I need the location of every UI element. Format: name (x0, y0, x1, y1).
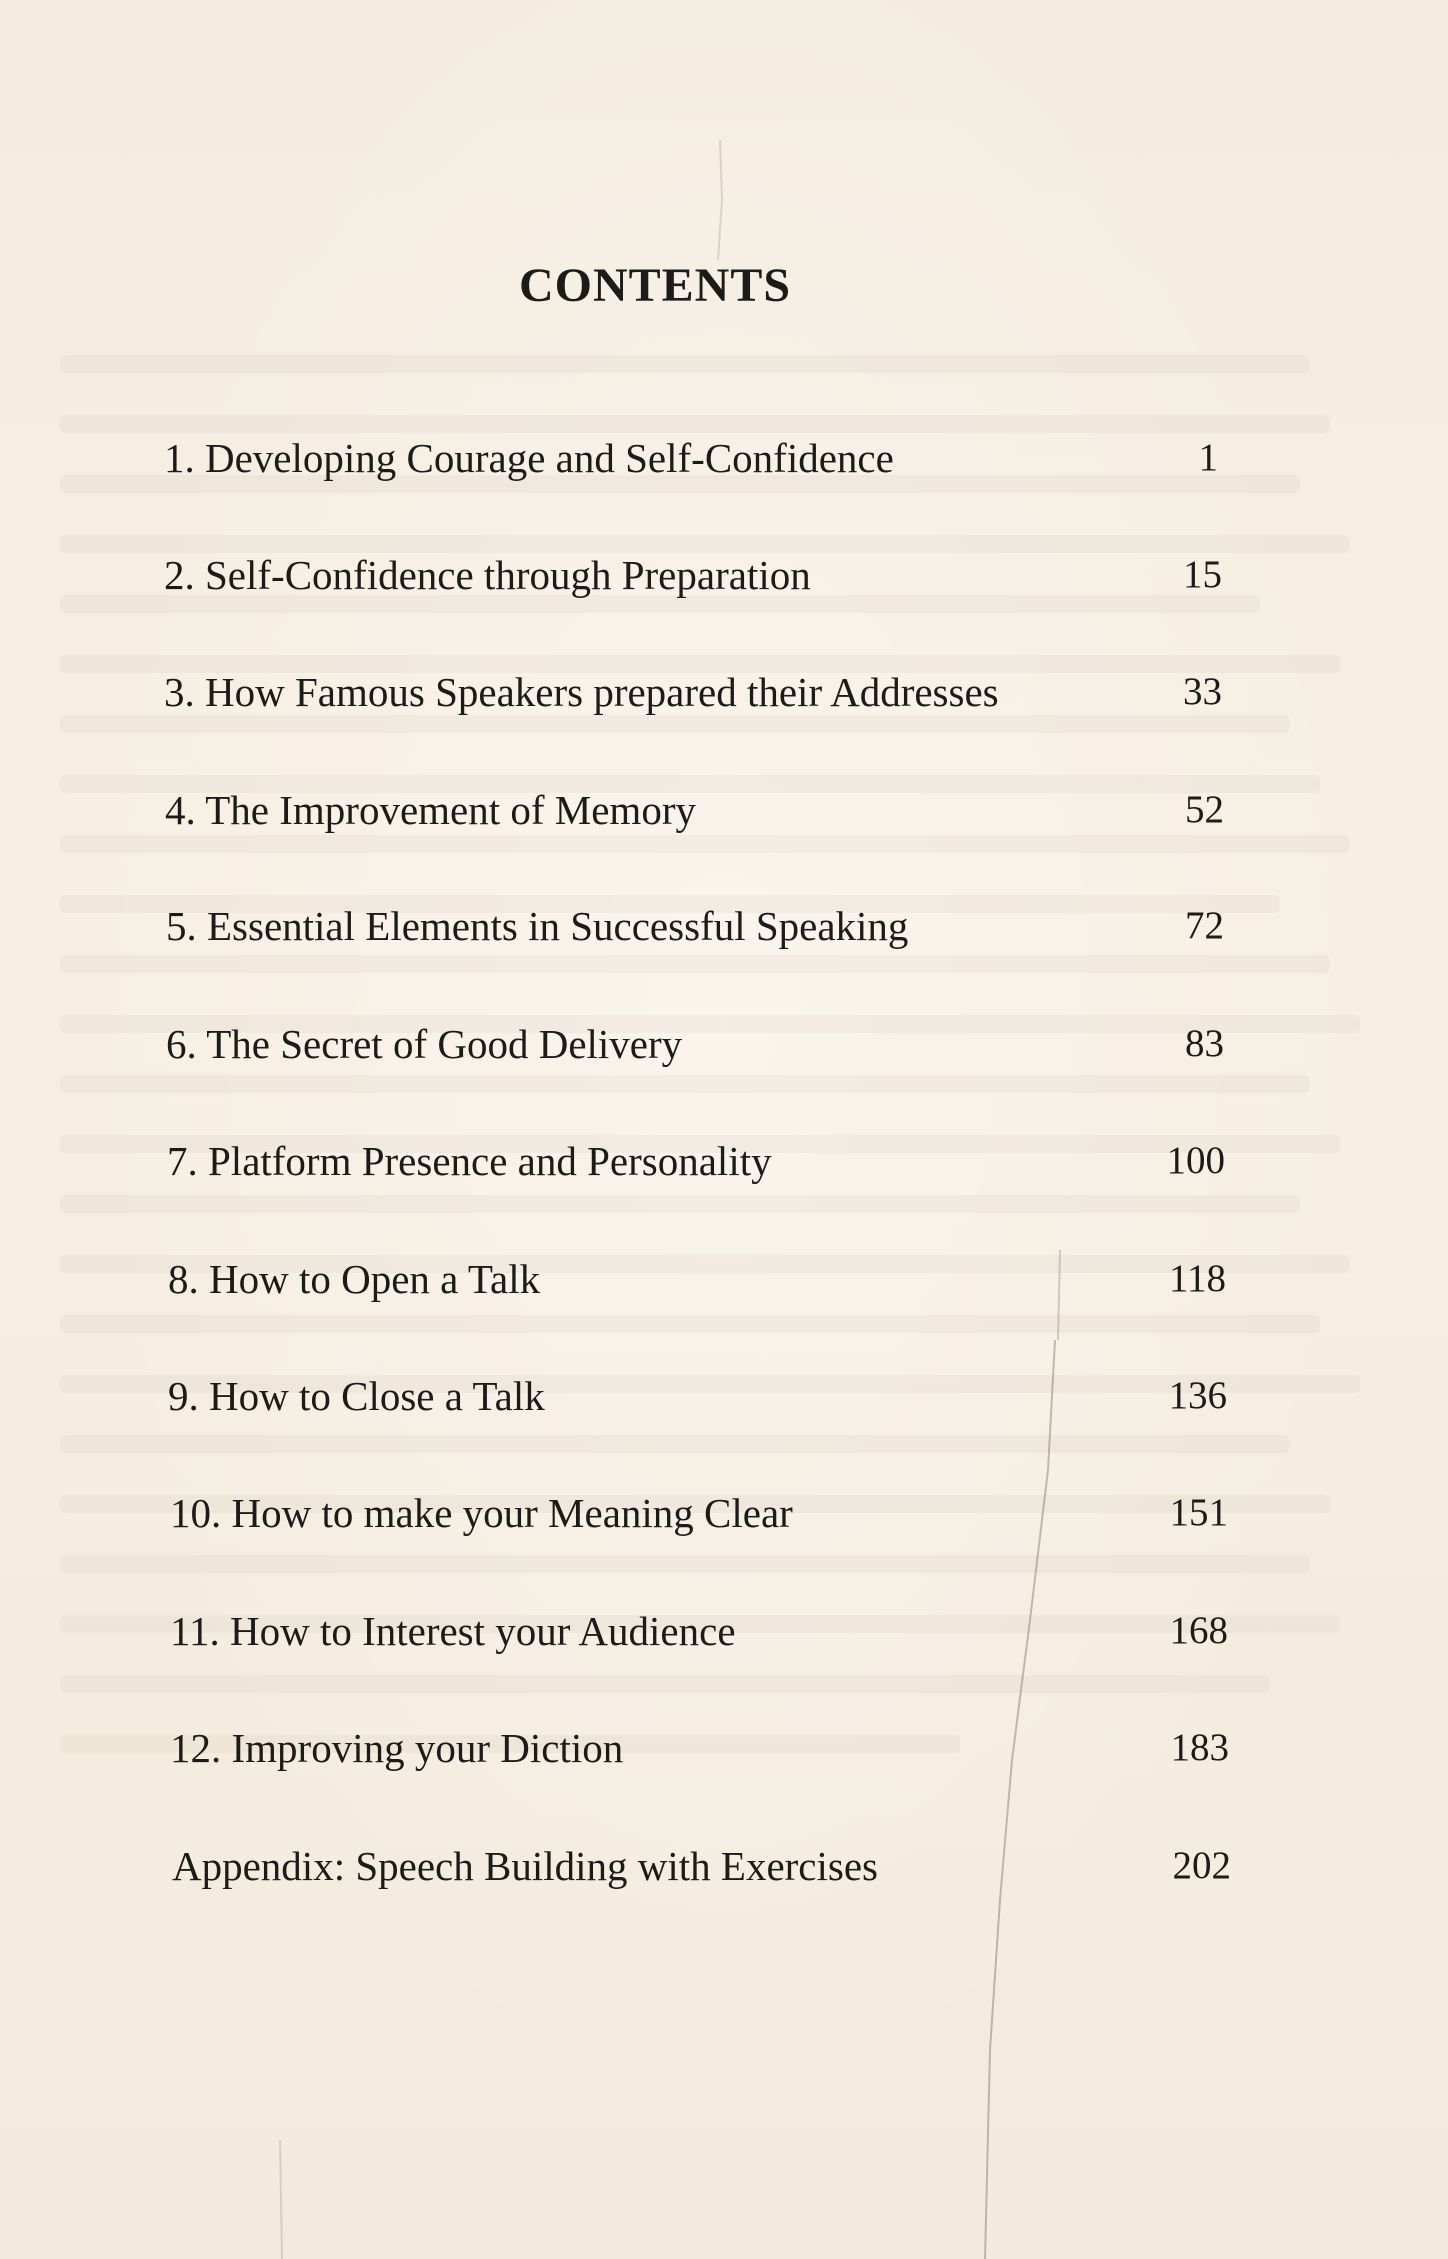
toc-entry (166, 896, 1224, 956)
toc-entry-title: 4. The Improvement of Memory (165, 787, 696, 833)
toc-entry (164, 428, 1218, 488)
toc-entry-page-number: 33 (1183, 670, 1222, 713)
toc-entry (164, 662, 1222, 722)
toc-entry-page-number: 183 (1170, 1726, 1229, 1769)
toc-entry (165, 780, 1224, 840)
toc-entry-title: 6. The Secret of Good Delivery (166, 1021, 683, 1067)
toc-entry-title: 10. How to make your Meaning Clear (170, 1490, 793, 1536)
toc-entry-page-number: 72 (1185, 904, 1224, 947)
toc-entry-page-number: 136 (1168, 1374, 1227, 1417)
toc-entry-title: Appendix: Speech Building with Exercises (172, 1843, 878, 1889)
toc-entry-page-number: 151 (1169, 1491, 1228, 1534)
toc-entry (167, 1131, 1225, 1191)
toc-entry-page-number: 52 (1185, 788, 1224, 831)
toc-entry-title: 8. How to Open a Talk (168, 1256, 541, 1302)
toc-entry-title: 5. Essential Elements in Successful Speaking (166, 903, 909, 949)
toc-entry (164, 545, 1222, 605)
toc-entry (170, 1718, 1229, 1778)
toc-entry-title: 9. How to Close a Talk (168, 1373, 545, 1419)
toc-entry-page-number: 1 (1198, 436, 1218, 479)
toc-entry-page-number: 118 (1168, 1257, 1226, 1300)
toc-entry-title: 12. Improving your Diction (170, 1725, 624, 1771)
toc-entry (168, 1366, 1227, 1426)
contents-heading: CONTENTS (518, 259, 792, 312)
toc-entry (170, 1601, 1228, 1661)
toc-entry-page-number: 100 (1166, 1139, 1225, 1182)
toc-entry (166, 1014, 1224, 1074)
toc-entry-title: 7. Platform Presence and Personality (167, 1138, 772, 1184)
toc-entry (168, 1249, 1226, 1309)
toc-entry-title: 3. How Famous Speakers prepared their Addresses (164, 669, 999, 715)
toc-entry-page-number: 15 (1183, 553, 1222, 596)
toc-entry-title: 1. Developing Courage and Self-Confidence (164, 435, 894, 481)
toc-entry (170, 1483, 1228, 1543)
toc-entry-page-number: 202 (1172, 1844, 1231, 1887)
toc-entry-page-number: 168 (1169, 1609, 1228, 1652)
toc-entry-page-number: 83 (1185, 1022, 1224, 1065)
toc-entry (172, 1836, 1231, 1896)
toc-entry-title: 11. How to Interest your Audience (170, 1608, 736, 1654)
toc-entry-title: 2. Self-Confidence through Preparation (164, 552, 811, 598)
